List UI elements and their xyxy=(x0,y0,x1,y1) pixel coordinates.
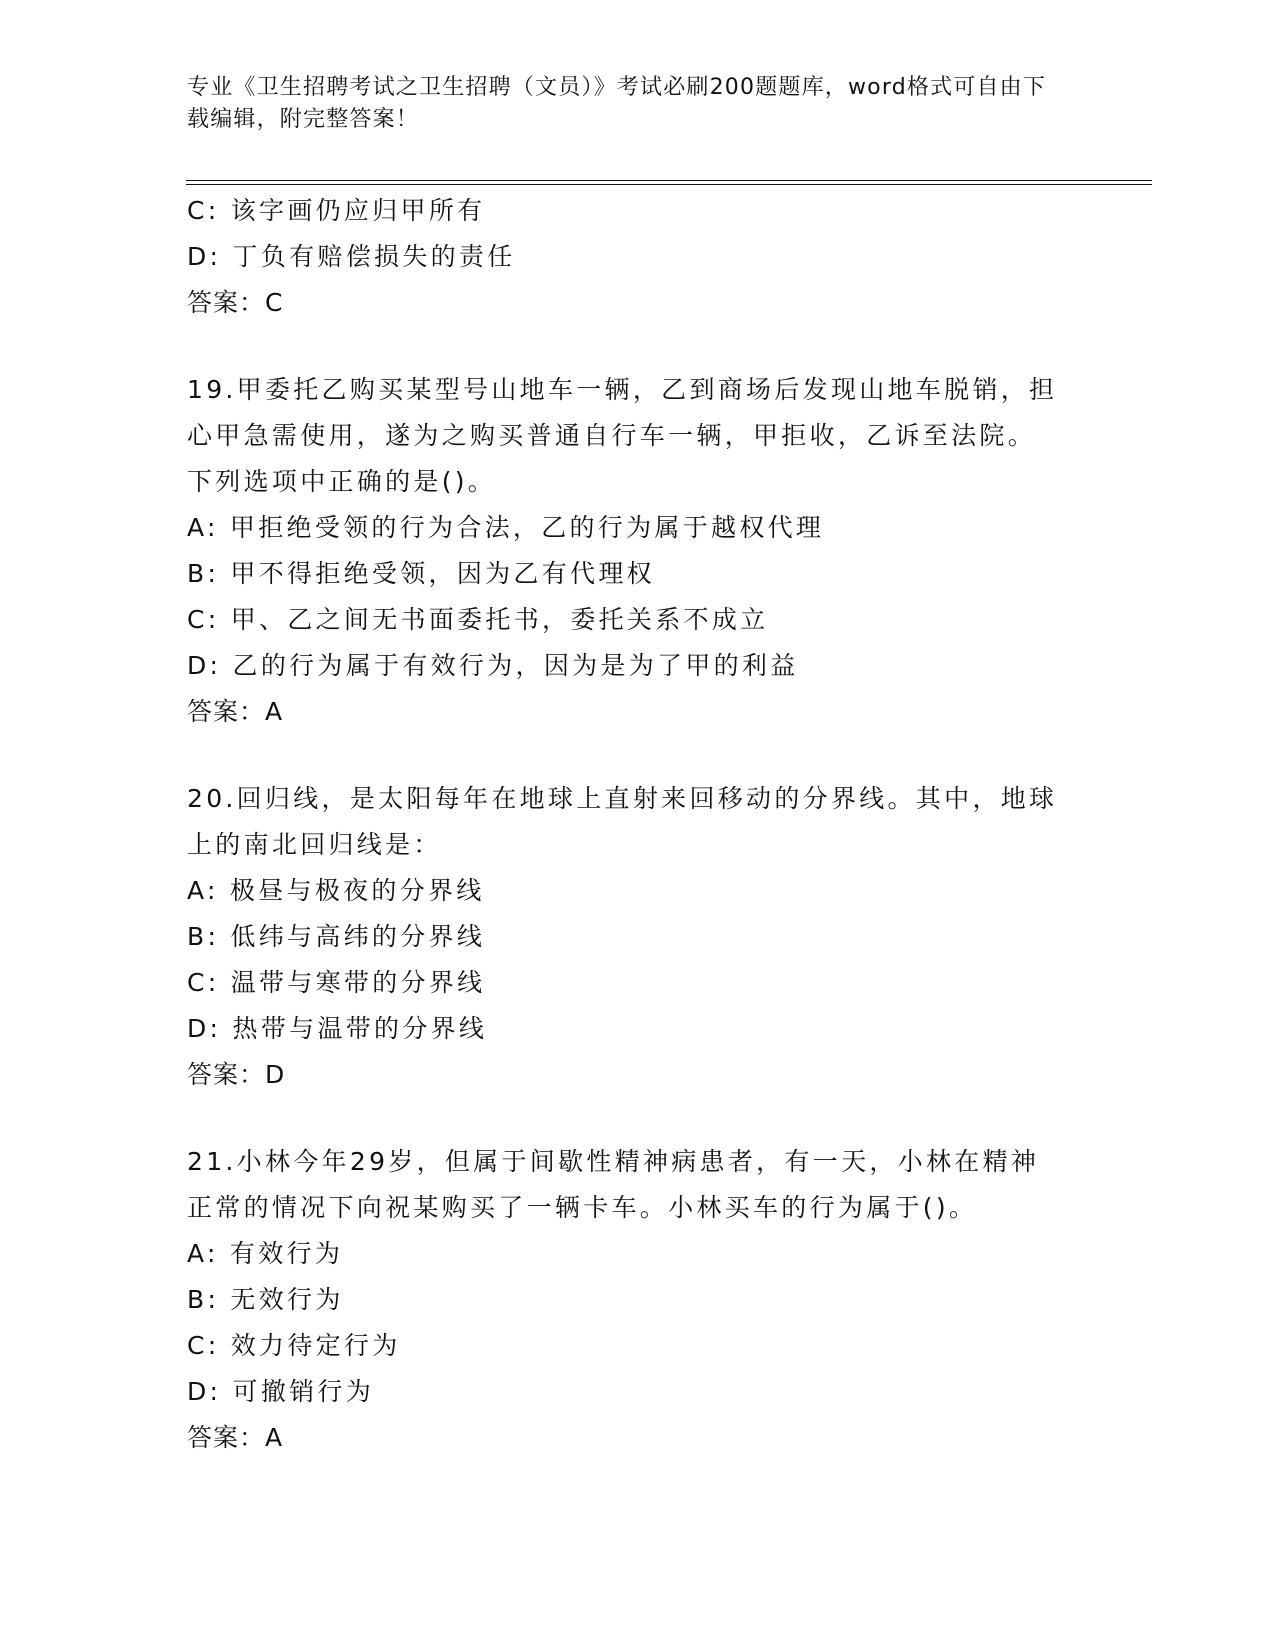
document-header: 专业《卫生招聘考试之卫生招聘（文员）》考试必刷200题题库，word格式可自由下载编辑，附完整答案！ xyxy=(187,75,1047,132)
answer-line: 答案：C xyxy=(187,288,284,317)
question-text-line: 19.甲委托乙购买某型号山地车一辆，乙到商场后发现山地车脱销，担 xyxy=(187,375,1058,404)
header-rule-top xyxy=(186,180,1152,181)
question-text-line: 21.小林今年29岁，但属于间歇性精神病患者，有一天，小林在精神 xyxy=(187,1147,1040,1176)
question-20 xyxy=(187,776,1087,1098)
option-d: D: 热带与温带的分界线 xyxy=(187,1014,488,1043)
question-text-line: 心甲急需使用，遂为之购买普通自行车一辆，甲拒收，乙诉至法院。 xyxy=(187,421,1037,450)
question-21 xyxy=(187,1139,1087,1461)
option-b: B: 甲不得拒绝受领，因为乙有代理权 xyxy=(187,559,655,588)
option-c: C: 该字画仍应归甲所有 xyxy=(187,196,486,225)
option-c: C: 温带与寒带的分界线 xyxy=(187,968,486,997)
option-b: B: 低纬与高纬的分界线 xyxy=(187,922,486,951)
question-text-line: 正常的情况下向祝某购买了一辆卡车。小林买车的行为属于()。 xyxy=(187,1193,978,1222)
option-b: B: 无效行为 xyxy=(187,1285,344,1314)
previous-question-tail xyxy=(187,188,1087,326)
question-text-line: 20.回归线，是太阳每年在地球上直射来回移动的分界线。其中，地球 xyxy=(187,784,1058,813)
option-d: D: 乙的行为属于有效行为，因为是为了甲的利益 xyxy=(187,651,799,680)
option-c: C: 甲、乙之间无书面委托书，委托关系不成立 xyxy=(187,605,769,634)
option-a: A: 甲拒绝受领的行为合法，乙的行为属于越权代理 xyxy=(187,513,825,542)
answer-line: 答案：A xyxy=(187,1423,284,1452)
answer-line: 答案：A xyxy=(187,697,284,726)
option-a: A: 有效行为 xyxy=(187,1239,344,1268)
option-d: D: 丁负有赔偿损失的责任 xyxy=(187,242,516,271)
option-d: D: 可撤销行为 xyxy=(187,1377,375,1406)
question-text-line: 下列选项中正确的是()。 xyxy=(187,467,497,496)
option-a: A: 极昼与极夜的分界线 xyxy=(187,876,485,905)
answer-line: 答案：D xyxy=(187,1060,286,1089)
question-19 xyxy=(187,367,1087,735)
document-body xyxy=(187,188,1087,1461)
question-text-line: 上的南北回归线是： xyxy=(187,830,442,859)
header-rule-bottom xyxy=(186,184,1152,185)
option-c: C: 效力待定行为 xyxy=(187,1331,401,1360)
